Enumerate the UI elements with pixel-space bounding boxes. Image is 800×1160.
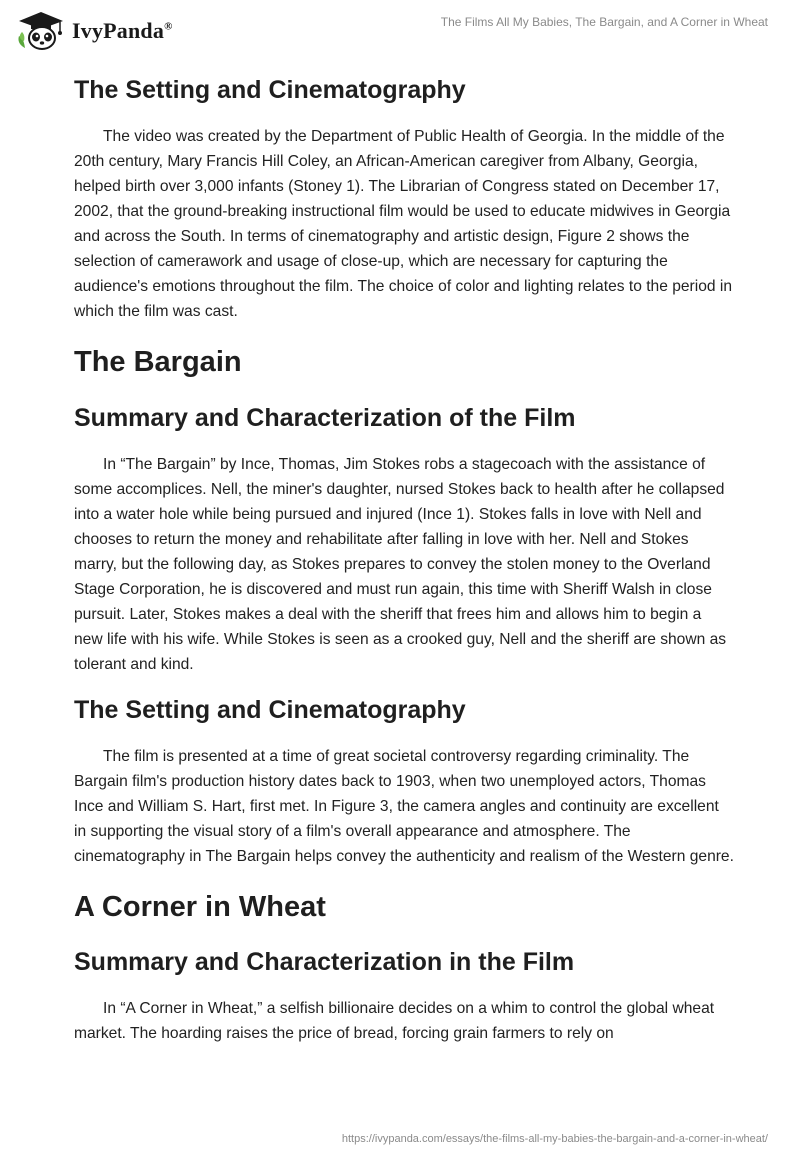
panda-graduate-icon xyxy=(16,10,66,52)
brand-name: IvyPanda® xyxy=(72,18,173,43)
paragraph: The film is presented at a time of great societal controversy regarding criminality. The Bargain film's production history dates back to 1903, when two unemployed actors, Thomas Ince and William S. Hart, first met. In Figure 3, the camera angles and continuity are excellent in supporting the visual story of a film's overall appearance and atmosphere. The cinematography in The Bargain helps convey the authenticity and realism of the Western genre. xyxy=(74,748,734,865)
major-heading: A Corner in Wheat xyxy=(74,891,326,923)
essay-body xyxy=(74,70,734,1046)
source-url[interactable]: https://ivypanda.com/essays/the-films-all-my-babies-the-bargain-and-a-corner-in-wheat/ xyxy=(341,1133,768,1145)
paragraph: In “A Corner in Wheat,” a selfish billionaire decides on a whim to control the global wheat market. The hoarding raises the price of bread, forcing grain farmers to rely on xyxy=(74,1000,715,1042)
page-header xyxy=(0,0,800,60)
section-heading: Summary and Characterization of the Film xyxy=(74,404,576,432)
registered-mark: ® xyxy=(164,20,173,33)
paragraph: In “The Bargain” by Ince, Thomas, Jim Stokes robs a stagecoach with the assistance of some accomplices. Nell, the miner's daughter, nursed Stokes back to health after he collapsed into a water hole while being pursued and injured (Ince 1). Stokes falls in love with Nell and chooses to return the money and rehabilitate after falling in love with her. Nell and Stokes marry, but the following day, as Stokes prepares to convey the stolen money to the Overland Stage Corporation, he is discovered and must run again, this time with Sheriff Walsh in close pursuit. Later, Stokes makes a deal with the sheriff that frees him and allows him to begin a new life with his wife. While Stokes is seen as a crooked guy, Nell and the sheriff are shown as tolerant and kind. xyxy=(74,456,727,673)
section-heading: The Setting and Cinematography xyxy=(74,76,466,104)
document-title: The Films All My Babies, The Bargain, and A Corner in Wheat xyxy=(440,15,768,29)
section-heading: Summary and Characterization in the Film xyxy=(74,948,575,976)
paragraph: The video was created by the Department of Public Health of Georgia. In the middle of the 20th century, Mary Francis Hill Coley, an African-American caregiver from Albany, Georgia, helped birth over 3,000 infants (Stoney 1). The Librarian of Congress stated on December 17, 2002, that the ground-breaking instructional film would be used to educate midwives in Georgia and across the South. In terms of cinematography and artistic design, Figure 2 shows the selection of camerawork and usage of close-up, which are necessary for capturing the audience's emotions throughout the film. The choice of color and lighting relates to the period in which the film was cast. xyxy=(74,128,733,320)
ivypanda-logo[interactable] xyxy=(16,10,173,52)
section-heading: The Setting and Cinematography xyxy=(74,696,466,724)
major-heading: The Bargain xyxy=(74,346,242,378)
